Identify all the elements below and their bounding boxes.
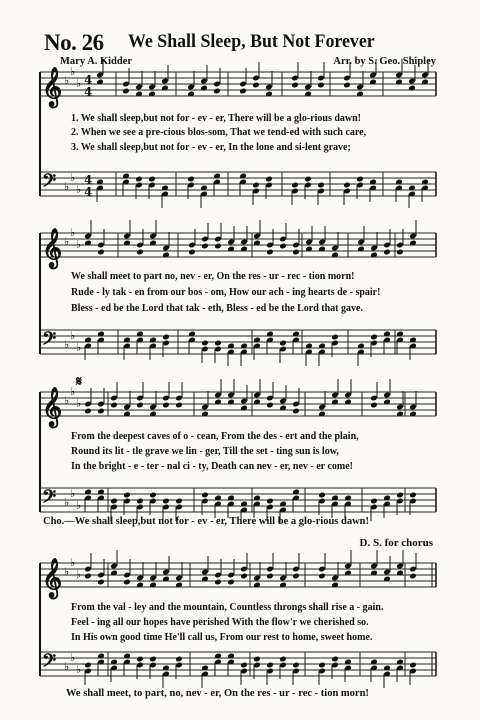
note-head xyxy=(136,402,144,409)
flat-icon: ♭ xyxy=(64,660,70,673)
bass-clef-icon: 𝄢 xyxy=(42,328,57,354)
flat-icon: ♭ xyxy=(70,171,76,184)
flat-icon: ♭ xyxy=(64,496,70,509)
note-head xyxy=(240,573,248,580)
note-head xyxy=(175,402,183,409)
system-1-verse-1: 1. We shall sleep,but not for - ev - er, There will be a glo-rious dawn! xyxy=(71,113,362,124)
note-head xyxy=(370,402,378,409)
system-2-verse-2: Rude - ly tak - en from our bos - om, How our ach - ing hearts de - spair! xyxy=(71,287,381,298)
time-signature-bottom: 4 xyxy=(84,85,93,99)
flat-icon: ♭ xyxy=(76,77,82,90)
flat-icon: ♭ xyxy=(76,341,82,354)
note-head xyxy=(213,88,221,95)
note-head xyxy=(317,82,325,89)
note-head xyxy=(162,334,170,341)
note-head xyxy=(409,573,417,580)
hymn-title: We Shall Sleep, But Not Forever xyxy=(128,31,375,52)
note-head xyxy=(266,402,274,409)
flat-icon: ♭ xyxy=(76,397,82,410)
flat-icon: ♭ xyxy=(70,226,76,239)
note-head xyxy=(201,340,209,347)
note-head xyxy=(214,340,222,347)
treble-clef-icon: 𝄞 xyxy=(42,228,63,268)
note-head xyxy=(266,573,274,580)
words-credit: Mary A. Kidder xyxy=(60,56,133,67)
note-head xyxy=(279,340,287,347)
note-head xyxy=(188,249,196,256)
flat-icon: ♭ xyxy=(64,565,70,578)
arranger-credit: Arr. by S. Geo. Shipley xyxy=(333,56,436,67)
treble-clef-icon: 𝄞 xyxy=(42,387,63,427)
note-head xyxy=(84,573,92,580)
note-head xyxy=(343,82,351,89)
note-head xyxy=(265,176,273,183)
note-head xyxy=(201,492,209,499)
note-head xyxy=(84,662,92,669)
flat-icon: ♭ xyxy=(76,663,82,676)
note-head xyxy=(148,176,156,183)
note-head xyxy=(266,249,274,256)
note-head xyxy=(291,82,299,89)
note-head xyxy=(123,492,131,499)
ds-for-chorus-marking: D. S. for chorus xyxy=(359,537,433,549)
note-head xyxy=(123,579,131,586)
system-3-verse-2: Round its lit - tle grave we lin - ger, Till the set - ting sun is low, xyxy=(71,446,339,457)
note-head xyxy=(239,88,247,95)
note-head xyxy=(136,656,144,663)
note-head xyxy=(110,498,118,505)
note-head xyxy=(175,656,183,663)
note-head xyxy=(97,408,105,415)
flat-icon: ♭ xyxy=(70,651,76,664)
bass-clef-icon: 𝄢 xyxy=(42,486,57,512)
flat-icon: ♭ xyxy=(76,238,82,251)
flat-icon: ♭ xyxy=(70,329,76,342)
note-head xyxy=(252,82,260,89)
note-head xyxy=(201,243,209,250)
note-head xyxy=(292,573,300,580)
note-head xyxy=(149,656,157,663)
note-head xyxy=(317,182,325,189)
note-head xyxy=(135,176,143,183)
flat-icon: ♭ xyxy=(76,183,82,196)
note-head xyxy=(252,182,260,189)
note-head xyxy=(383,249,391,256)
note-head xyxy=(162,402,170,409)
note-head xyxy=(318,573,326,580)
system-3-verse-3: In the bright - e - ter - nal ci - ty, Death can nev - er, nev - er come! xyxy=(71,461,353,472)
flat-icon: ♭ xyxy=(70,385,76,398)
flat-icon: ♭ xyxy=(64,394,70,407)
note-head xyxy=(318,662,326,669)
note-head xyxy=(136,498,144,505)
note-head xyxy=(409,662,417,669)
note-head xyxy=(84,408,92,415)
note-head xyxy=(110,402,118,409)
note-head xyxy=(292,249,300,256)
note-head xyxy=(331,656,339,663)
system-4-verse-2: Feel - ing all our hopes have perished With the flow'r we cherished so. xyxy=(71,617,369,628)
note-head xyxy=(227,579,235,586)
flat-icon: ♭ xyxy=(64,235,70,248)
note-head xyxy=(318,492,326,499)
note-head xyxy=(122,88,130,95)
note-head xyxy=(304,176,312,183)
note-head xyxy=(266,498,274,505)
note-head xyxy=(370,334,378,341)
flat-icon: ♭ xyxy=(70,487,76,500)
note-head xyxy=(136,249,144,256)
time-signature-bottom: 4 xyxy=(84,185,93,199)
note-head xyxy=(187,176,195,183)
note-head xyxy=(370,498,378,505)
system-2-verse-3: Bless - ed be the Lord that tak - eth, Bless - ed be the Lord that gave. xyxy=(71,303,363,314)
note-head xyxy=(175,498,183,505)
system-4-verse-1: From the val - ley and the mountain, Countless throngs shall rise a - gain. xyxy=(71,602,384,613)
note-head xyxy=(279,243,287,250)
flat-icon: ♭ xyxy=(70,556,76,569)
note-head xyxy=(396,249,404,256)
note-head xyxy=(214,579,222,586)
note-head xyxy=(266,662,274,669)
note-head xyxy=(396,492,404,499)
treble-clef-icon: 𝄞 xyxy=(42,558,63,598)
note-head xyxy=(97,579,105,586)
segno-icon: 𝄋 xyxy=(76,374,83,390)
note-head xyxy=(97,249,105,256)
note-head xyxy=(356,176,364,183)
system-1-verse-2: 2. When we see a pre-cious blos-som, That we tend-ed with such care, xyxy=(71,127,367,138)
note-head xyxy=(162,498,170,505)
note-head xyxy=(291,182,299,189)
flat-icon: ♭ xyxy=(76,499,82,512)
flat-icon: ♭ xyxy=(64,338,70,351)
time-signature-top: 4 xyxy=(84,73,93,87)
system-1-verse-3: 3. We shall sleep,but not for - ev - er, In the lone and si-lent grave; xyxy=(71,142,351,153)
hymn-number: No. 26 xyxy=(44,30,104,55)
chorus-lyric: Cho.—We shall sleep,but not for - ev - er, There will be a glo-rious dawn! xyxy=(43,516,369,527)
note-head xyxy=(331,334,339,341)
note-head xyxy=(292,408,300,415)
time-signature-top: 4 xyxy=(84,173,93,187)
note-head xyxy=(292,662,300,669)
note-head xyxy=(343,182,351,189)
bass-clef-icon: 𝄢 xyxy=(42,170,57,196)
note-head xyxy=(149,492,157,499)
note-head xyxy=(409,492,417,499)
note-head xyxy=(214,243,222,250)
note-head xyxy=(279,656,287,663)
system-3-verse-1: From the deepest caves of o - cean, From the des - ert and the plain, xyxy=(71,431,359,442)
flat-icon: ♭ xyxy=(70,65,76,78)
note-head xyxy=(240,662,248,669)
treble-clef-icon: 𝄞 xyxy=(42,67,63,107)
flat-icon: ♭ xyxy=(64,74,70,87)
flat-icon: ♭ xyxy=(76,568,82,581)
system-2-verse-1: We shall meet to part no, nev - er, On the res - ur - rec - tion morn! xyxy=(71,271,355,282)
bass-clef-icon: 𝄢 xyxy=(42,650,57,676)
flat-icon: ♭ xyxy=(64,180,70,193)
system-4-verse-3: In His own good time He'll call us, From our rest to home, sweet home. xyxy=(71,632,373,643)
note-head xyxy=(253,656,261,663)
chorus-final-lyric: We shall meet, to part, no, nev - er, On the res - ur - rec - tion morn! xyxy=(66,688,369,699)
